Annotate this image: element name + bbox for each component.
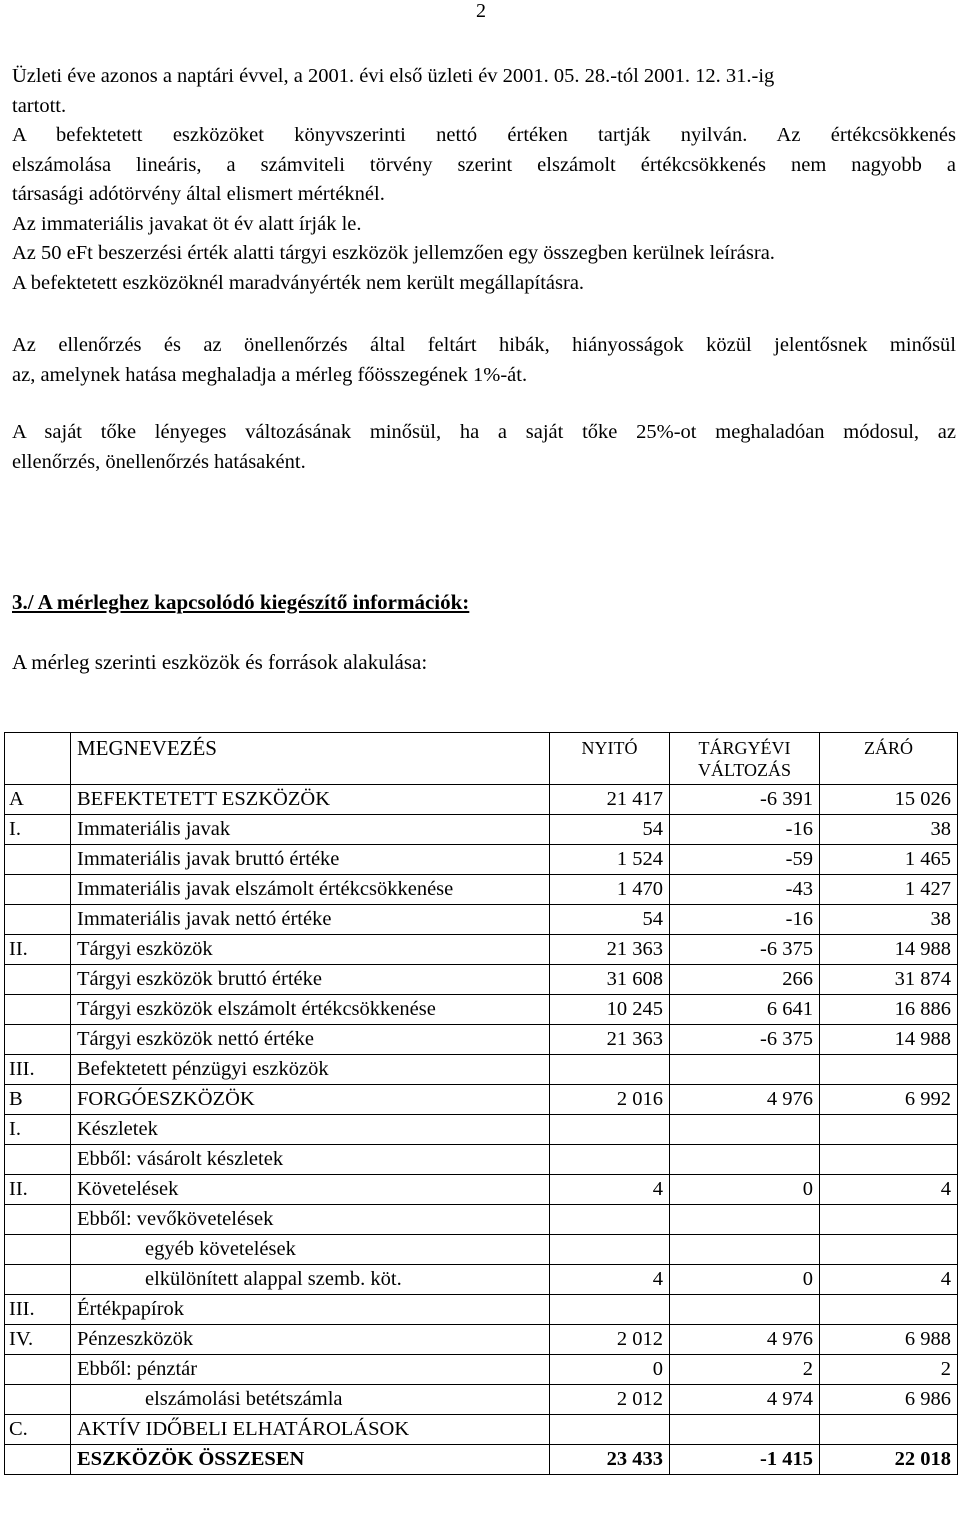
row-closing bbox=[820, 1055, 958, 1085]
row-closing bbox=[820, 1205, 958, 1235]
paragraph-equity bbox=[12, 418, 956, 477]
table-row bbox=[5, 1445, 958, 1475]
header-change bbox=[670, 733, 820, 785]
row-closing: 2 bbox=[820, 1355, 958, 1385]
row-name: AKTÍV IDŐBELI ELHATÁROLÁSOK bbox=[71, 1415, 550, 1445]
table-row bbox=[5, 1055, 958, 1085]
row-change: -59 bbox=[670, 845, 820, 875]
row-code: III. bbox=[5, 1055, 71, 1085]
row-closing: 22 018 bbox=[820, 1445, 958, 1475]
row-change bbox=[670, 1205, 820, 1235]
row-change bbox=[670, 1115, 820, 1145]
table-header-row bbox=[5, 733, 958, 785]
row-code: B bbox=[5, 1085, 71, 1115]
table-row bbox=[5, 1205, 958, 1235]
row-code bbox=[5, 1385, 71, 1415]
row-code bbox=[5, 1025, 71, 1055]
section-subheading: A mérleg szerinti eszközök és források alakulása: bbox=[12, 650, 428, 674]
table-row bbox=[5, 1355, 958, 1385]
section-heading: 3./ A mérleghez kapcsolódó kiegészítő információk: bbox=[12, 590, 470, 614]
row-opening: 2 016 bbox=[550, 1085, 670, 1115]
row-opening bbox=[550, 1205, 670, 1235]
row-name: elszámolási betétszámla bbox=[71, 1385, 550, 1415]
row-opening: 4 bbox=[550, 1265, 670, 1295]
row-closing bbox=[820, 1235, 958, 1265]
row-name: Pénzeszközök bbox=[71, 1325, 550, 1355]
text-line: elszámolása lineáris, a számviteli törvény szerint elszámolt értékcsökkenés nem nagyobb a bbox=[12, 153, 956, 176]
row-change: -6 375 bbox=[670, 935, 820, 965]
row-change: -43 bbox=[670, 875, 820, 905]
row-code: III. bbox=[5, 1295, 71, 1325]
row-opening: 54 bbox=[550, 815, 670, 845]
table-row bbox=[5, 1415, 958, 1445]
row-name: Tárgyi eszközök elszámolt értékcsökkenése bbox=[71, 995, 550, 1025]
table-row bbox=[5, 1175, 958, 1205]
row-closing: 6 986 bbox=[820, 1385, 958, 1415]
row-code: II. bbox=[5, 1175, 71, 1205]
page-number: 2 bbox=[476, 0, 486, 22]
row-code bbox=[5, 1355, 71, 1385]
row-closing: 15 026 bbox=[820, 785, 958, 815]
row-opening: 2 012 bbox=[550, 1325, 670, 1355]
row-name: BEFEKTETETT ESZKÖZÖK bbox=[71, 785, 550, 815]
text-line: tartott. bbox=[12, 94, 67, 117]
row-code: IV. bbox=[5, 1325, 71, 1355]
table-row bbox=[5, 1235, 958, 1265]
row-code: I. bbox=[5, 1115, 71, 1145]
row-change: 2 bbox=[670, 1355, 820, 1385]
table-row bbox=[5, 1325, 958, 1355]
row-closing bbox=[820, 1295, 958, 1325]
row-name: Immateriális javak nettó értéke bbox=[71, 905, 550, 935]
text-line: A befektetett eszközöket könyvszerinti nettó értéken tartják nyilván. Az értékcsökkenés bbox=[12, 124, 956, 146]
row-closing: 6 988 bbox=[820, 1325, 958, 1355]
row-name: Immateriális javak elszámolt értékcsökkenése bbox=[71, 875, 550, 905]
row-name: Ebből: vásárolt készletek bbox=[71, 1145, 550, 1175]
table-row bbox=[5, 815, 958, 845]
row-change: 0 bbox=[670, 1175, 820, 1205]
row-change: 0 bbox=[670, 1265, 820, 1295]
row-name: ESZKÖZÖK ÖSSZESEN bbox=[71, 1445, 550, 1475]
row-opening: 1 470 bbox=[550, 875, 670, 905]
row-closing bbox=[820, 1145, 958, 1175]
row-code bbox=[5, 1205, 71, 1235]
table-row bbox=[5, 1295, 958, 1325]
row-closing: 1 465 bbox=[820, 845, 958, 875]
text-line: az, amelynek hatása meghaladja a mérleg főösszegének 1%-át. bbox=[12, 363, 528, 386]
row-opening: 21 363 bbox=[550, 935, 670, 965]
row-change bbox=[670, 1295, 820, 1325]
row-change bbox=[670, 1235, 820, 1265]
row-code bbox=[5, 1235, 71, 1265]
row-change: 4 974 bbox=[670, 1385, 820, 1415]
header-change-line2: VÁLTOZÁS bbox=[697, 760, 791, 780]
table-row bbox=[5, 1385, 958, 1415]
row-code bbox=[5, 965, 71, 995]
row-closing: 1 427 bbox=[820, 875, 958, 905]
row-change: 4 976 bbox=[670, 1085, 820, 1115]
row-code bbox=[5, 875, 71, 905]
row-closing: 14 988 bbox=[820, 1025, 958, 1055]
row-change: 4 976 bbox=[670, 1325, 820, 1355]
row-opening: 23 433 bbox=[550, 1445, 670, 1475]
row-change bbox=[670, 1055, 820, 1085]
row-closing: 31 874 bbox=[820, 965, 958, 995]
text-line: Az immateriális javakat öt év alatt írják le. bbox=[12, 212, 362, 235]
table-row bbox=[5, 995, 958, 1025]
row-change: 266 bbox=[670, 965, 820, 995]
text-line: ellenőrzés, önellenőrzés hatásaként. bbox=[12, 450, 306, 473]
row-opening: 1 524 bbox=[550, 845, 670, 875]
row-name: Immateriális javak bbox=[71, 815, 550, 845]
row-name: Befektetett pénzügyi eszközök bbox=[71, 1055, 550, 1085]
row-code bbox=[5, 905, 71, 935]
table-row bbox=[5, 1085, 958, 1115]
row-closing: 4 bbox=[820, 1265, 958, 1295]
header-opening: NYITÓ bbox=[550, 733, 670, 785]
row-code: C. bbox=[5, 1415, 71, 1445]
table-row bbox=[5, 1265, 958, 1295]
row-name: Ebből: pénztár bbox=[71, 1355, 550, 1385]
table-row bbox=[5, 785, 958, 815]
row-closing bbox=[820, 1115, 958, 1145]
row-code bbox=[5, 995, 71, 1025]
row-opening: 0 bbox=[550, 1355, 670, 1385]
row-opening: 31 608 bbox=[550, 965, 670, 995]
row-closing: 14 988 bbox=[820, 935, 958, 965]
row-opening bbox=[550, 1235, 670, 1265]
header-code-cell bbox=[5, 733, 71, 785]
row-opening: 10 245 bbox=[550, 995, 670, 1025]
paragraph-accounting-policies bbox=[12, 62, 956, 298]
row-name: Ebből: vevőkövetelések bbox=[71, 1205, 550, 1235]
row-code bbox=[5, 1145, 71, 1175]
row-name: Követelések bbox=[71, 1175, 550, 1205]
row-name: egyéb követelések bbox=[71, 1235, 550, 1265]
row-name: FORGÓESZKÖZÖK bbox=[71, 1085, 550, 1115]
row-code: I. bbox=[5, 815, 71, 845]
text-line: Az ellenőrzés és az önellenőrzés által feltárt hibák, hiányosságok közül jelentősnek minősül bbox=[12, 334, 956, 356]
row-change: -16 bbox=[670, 815, 820, 845]
row-name: Tárgyi eszközök nettó értéke bbox=[71, 1025, 550, 1055]
row-code: A bbox=[5, 785, 71, 815]
row-closing: 16 886 bbox=[820, 995, 958, 1025]
row-opening bbox=[550, 1295, 670, 1325]
text-line: Az 50 eFt beszerzési érték alatti tárgyi eszközök jellemzően egy összegben kerülnek leírásra. bbox=[12, 242, 775, 264]
row-opening bbox=[550, 1115, 670, 1145]
row-code bbox=[5, 1445, 71, 1475]
table-row bbox=[5, 845, 958, 875]
row-closing: 6 992 bbox=[820, 1085, 958, 1115]
row-code bbox=[5, 845, 71, 875]
table-row bbox=[5, 905, 958, 935]
row-opening: 21 417 bbox=[550, 785, 670, 815]
row-name: Készletek bbox=[71, 1115, 550, 1145]
row-closing: 38 bbox=[820, 815, 958, 845]
row-opening: 2 012 bbox=[550, 1385, 670, 1415]
table-row bbox=[5, 1115, 958, 1145]
text-line: A befektetett eszközöknél maradványérték nem került megállapításra. bbox=[12, 271, 585, 294]
row-opening: 54 bbox=[550, 905, 670, 935]
header-closing: ZÁRÓ bbox=[820, 733, 958, 785]
row-change: -6 375 bbox=[670, 1025, 820, 1055]
row-change bbox=[670, 1145, 820, 1175]
table-row bbox=[5, 1145, 958, 1175]
row-code: II. bbox=[5, 935, 71, 965]
row-closing bbox=[820, 1415, 958, 1445]
paragraph-errors bbox=[12, 331, 956, 390]
row-change: -6 391 bbox=[670, 785, 820, 815]
balance-sheet-table bbox=[4, 732, 958, 1475]
row-change: -1 415 bbox=[670, 1445, 820, 1475]
text-line: A saját tőke lényeges változásának minősül, ha a saját tőke 25%-ot meghaladóan módosul, az bbox=[12, 421, 956, 443]
row-name: elkülönített alappal szemb. köt. bbox=[71, 1265, 550, 1295]
row-name: Értékpapírok bbox=[71, 1295, 550, 1325]
row-closing: 38 bbox=[820, 905, 958, 935]
text-line: társasági adótörvény által elismert mértéknél. bbox=[12, 183, 385, 205]
header-name: MEGNEVEZÉS bbox=[71, 733, 550, 785]
row-opening bbox=[550, 1055, 670, 1085]
text-line: Üzleti éve azonos a naptári évvel, a 2001. évi első üzleti év 2001. 05. 28.-tól 2001. 12. 31.-ig bbox=[12, 65, 775, 87]
row-opening: 4 bbox=[550, 1175, 670, 1205]
row-opening bbox=[550, 1415, 670, 1445]
row-change: -16 bbox=[670, 905, 820, 935]
row-name: Tárgyi eszközök bruttó értéke bbox=[71, 965, 550, 995]
table-row bbox=[5, 965, 958, 995]
row-change bbox=[670, 1415, 820, 1445]
table-row bbox=[5, 1025, 958, 1055]
row-opening: 21 363 bbox=[550, 1025, 670, 1055]
header-change-line1: TÁRGYÉVI bbox=[698, 738, 791, 758]
row-name: Tárgyi eszközök bbox=[71, 935, 550, 965]
table-row bbox=[5, 875, 958, 905]
row-name: Immateriális javak bruttó értéke bbox=[71, 845, 550, 875]
row-closing: 4 bbox=[820, 1175, 958, 1205]
row-code bbox=[5, 1265, 71, 1295]
table-row bbox=[5, 935, 958, 965]
row-opening bbox=[550, 1145, 670, 1175]
row-change: 6 641 bbox=[670, 995, 820, 1025]
